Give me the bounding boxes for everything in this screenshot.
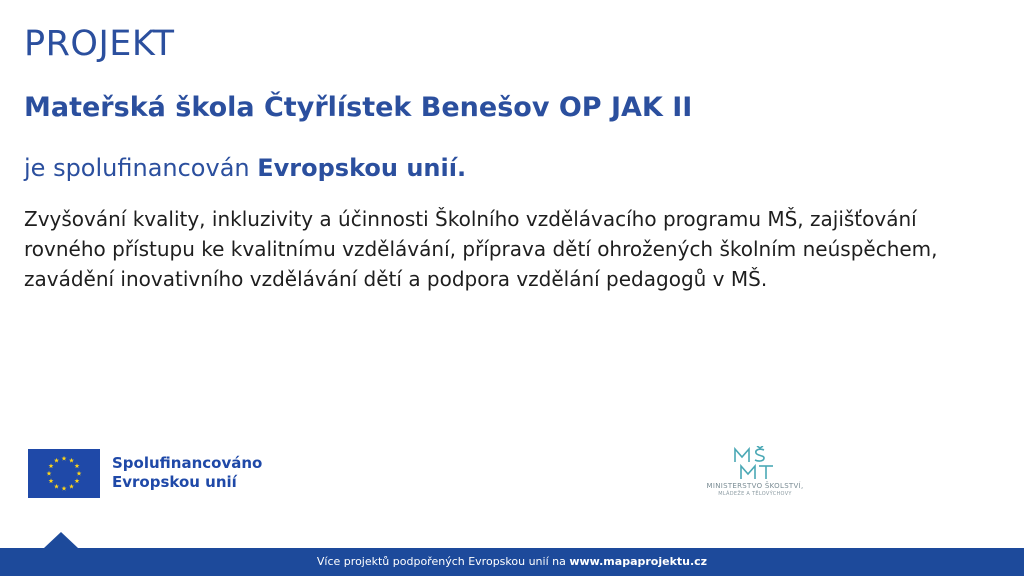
eu-cofunding-logo xyxy=(28,448,262,498)
footer-link[interactable]: www.mapaprojektu.cz xyxy=(569,555,708,568)
footer-bar xyxy=(0,548,1024,576)
msmt-subname: MLÁDEŽE A TĚLOVÝCHOVY xyxy=(718,491,792,497)
eu-logo-line2: Evropskou unií xyxy=(112,473,237,491)
eu-logo-line1: Spolufinancováno xyxy=(112,454,263,472)
page-heading: PROJEKT xyxy=(24,24,175,64)
eu-logo-text xyxy=(112,454,262,492)
cofinanced-statement xyxy=(24,154,466,182)
msmt-logo-icon xyxy=(731,446,779,482)
cofinanced-prefix: je spolufinancován xyxy=(24,154,258,182)
cofinanced-emphasis: Evropskou unií. xyxy=(257,154,467,182)
project-title: Mateřská škola Čtyřlístek Benešov OP JAK II xyxy=(24,92,693,123)
eu-flag-icon xyxy=(28,449,100,498)
msmt-name: MINISTERSTVO ŠKOLSTVÍ, xyxy=(706,482,804,490)
footer-notch xyxy=(44,532,78,548)
msmt-logo xyxy=(702,446,808,498)
project-description: Zvyšování kvality, inkluzivity a účinnosti Školního vzdělávacího programu MŠ, zajišťování rovného přístupu ke kvalitnímu vzdělávání, příprava dětí ohrožených školním neúspěchem, zavádění inovativního vzdělávání dětí a podpora vzdělání pedagogů v MŠ. xyxy=(24,207,938,291)
footer-text: Více projektů podpořených Evropskou unií na xyxy=(316,555,570,568)
